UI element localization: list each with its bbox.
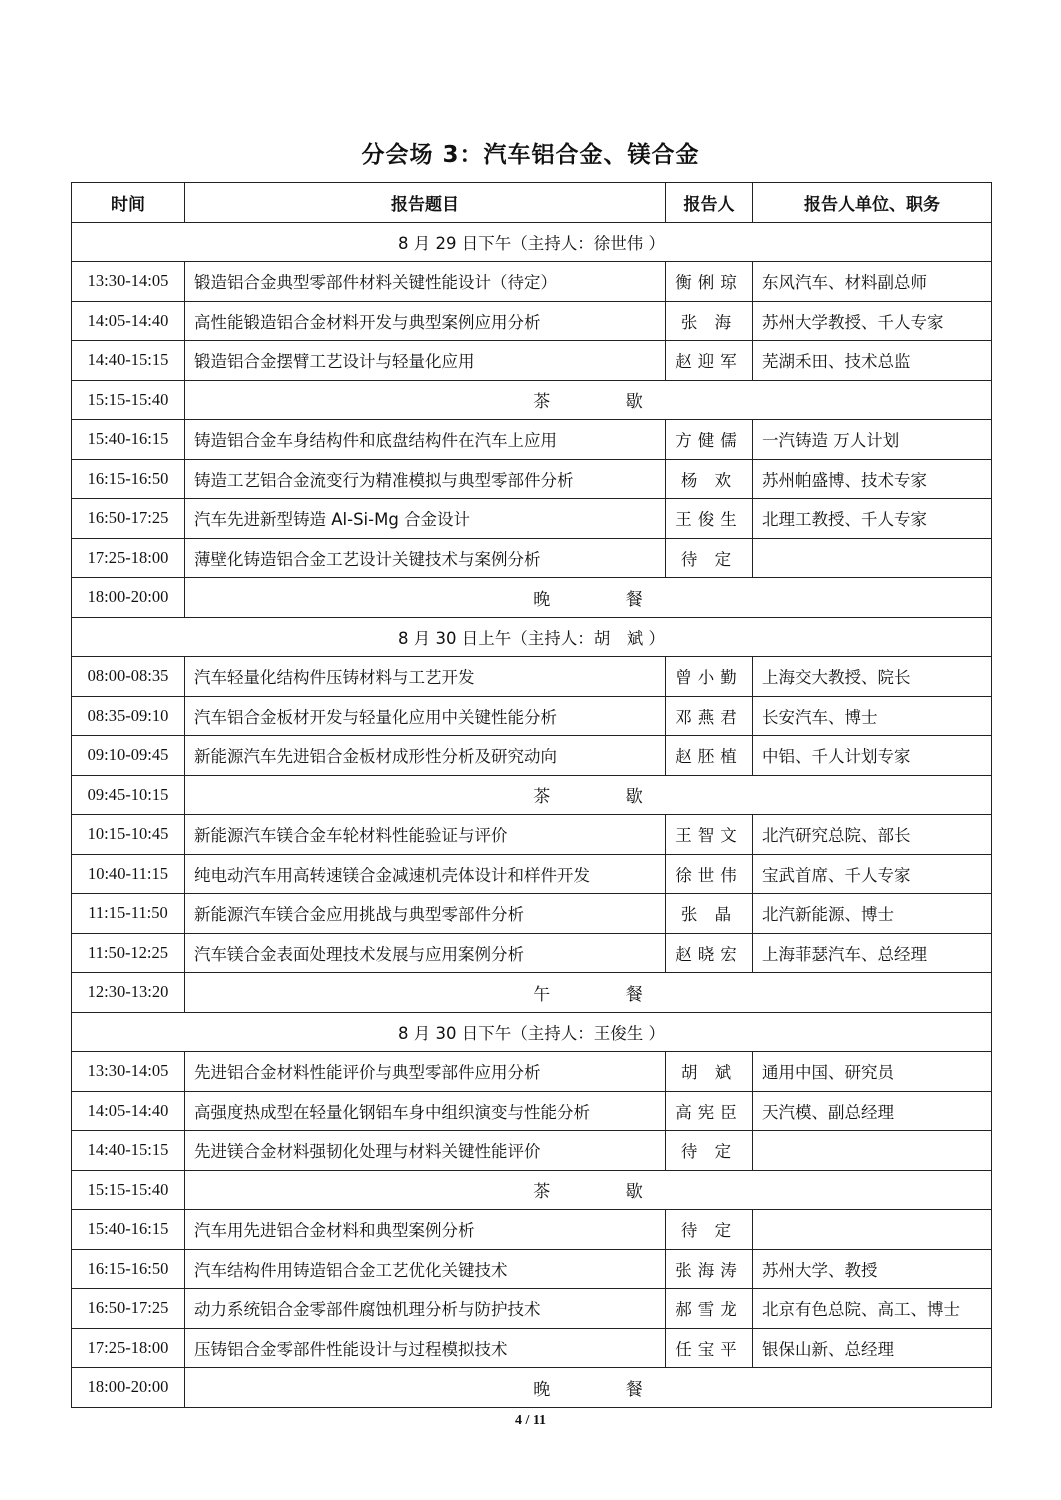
break-row xyxy=(72,1170,992,1210)
time-cell: 18:00-20:00 xyxy=(72,578,185,618)
break-label: 茶 歇 xyxy=(185,1170,992,1210)
time-cell: 18:00-20:00 xyxy=(72,1368,185,1408)
topic-cell: 锻造铝合金典型零部件材料关键性能设计（待定） xyxy=(185,262,666,302)
topic-cell: 锻造铝合金摆臂工艺设计与轻量化应用 xyxy=(185,341,666,381)
org-cell xyxy=(753,538,992,578)
speaker-cell: 王智文 xyxy=(666,815,753,855)
time-cell: 14:40-15:15 xyxy=(72,341,185,381)
talk-row xyxy=(72,1131,992,1171)
speaker-cell: 杨 欢 xyxy=(666,459,753,499)
header-time: 时间 xyxy=(72,183,185,223)
topic-cell: 汽车铝合金板材开发与轻量化应用中关键性能分析 xyxy=(185,696,666,736)
topic-cell: 压铸铝合金零部件性能设计与过程模拟技术 xyxy=(185,1328,666,1368)
talk-row xyxy=(72,459,992,499)
org-cell: 长安汽车、博士 xyxy=(753,696,992,736)
time-cell: 17:25-18:00 xyxy=(72,538,185,578)
time-cell: 15:15-15:40 xyxy=(72,380,185,420)
time-cell: 16:15-16:50 xyxy=(72,459,185,499)
topic-cell: 高强度热成型在轻量化钢铝车身中组织演变与性能分析 xyxy=(185,1091,666,1131)
break-label: 晚 餐 xyxy=(185,578,992,618)
talk-row xyxy=(72,1249,992,1289)
org-cell xyxy=(753,1210,992,1250)
speaker-cell: 张海涛 xyxy=(666,1249,753,1289)
topic-cell: 新能源汽车镁合金车轮材料性能验证与评价 xyxy=(185,815,666,855)
speaker-cell: 曾小勤 xyxy=(666,657,753,697)
time-cell: 14:05-14:40 xyxy=(72,301,185,341)
org-cell: 银保山新、总经理 xyxy=(753,1328,992,1368)
session-header-row xyxy=(72,222,992,262)
speaker-cell: 赵胚植 xyxy=(666,736,753,776)
topic-cell: 薄壁化铸造铝合金工艺设计关键技术与案例分析 xyxy=(185,538,666,578)
session-header-row xyxy=(72,617,992,657)
schedule-table xyxy=(71,182,992,1408)
topic-cell: 铸造铝合金车身结构件和底盘结构件在汽车上应用 xyxy=(185,420,666,460)
session-header: 8 月 29 日下午（主持人：徐世伟 ） xyxy=(72,222,992,262)
topic-cell: 汽车轻量化结构件压铸材料与工艺开发 xyxy=(185,657,666,697)
org-cell: 北汽新能源、博士 xyxy=(753,894,992,934)
talk-row xyxy=(72,341,992,381)
time-cell: 09:10-09:45 xyxy=(72,736,185,776)
speaker-cell: 徐世伟 xyxy=(666,854,753,894)
time-cell: 15:40-16:15 xyxy=(72,1210,185,1250)
speaker-cell: 赵迎军 xyxy=(666,341,753,381)
org-cell: 上海交大教授、院长 xyxy=(753,657,992,697)
org-cell: 芜湖禾田、技术总监 xyxy=(753,341,992,381)
org-cell: 苏州大学教授、千人专家 xyxy=(753,301,992,341)
org-cell: 一汽铸造 万人计划 xyxy=(753,420,992,460)
time-cell: 10:40-11:15 xyxy=(72,854,185,894)
time-cell: 14:05-14:40 xyxy=(72,1091,185,1131)
talk-row xyxy=(72,499,992,539)
topic-cell: 新能源汽车先进铝合金板材成形性分析及研究动向 xyxy=(185,736,666,776)
session-header: 8 月 30 日下午（主持人：王俊生 ） xyxy=(72,1012,992,1052)
time-cell: 13:30-14:05 xyxy=(72,262,185,302)
talk-row xyxy=(72,301,992,341)
talk-row xyxy=(72,1328,992,1368)
break-label: 茶 歇 xyxy=(185,380,992,420)
topic-cell: 汽车用先进铝合金材料和典型案例分析 xyxy=(185,1210,666,1250)
speaker-cell: 郝雪龙 xyxy=(666,1289,753,1329)
talk-row xyxy=(72,538,992,578)
talk-row xyxy=(72,1210,992,1250)
topic-cell: 先进铝合金材料性能评价与典型零部件应用分析 xyxy=(185,1052,666,1092)
topic-cell: 先进镁合金材料强韧化处理与材料关键性能评价 xyxy=(185,1131,666,1171)
org-cell: 宝武首席、千人专家 xyxy=(753,854,992,894)
topic-cell: 汽车先进新型铸造 Al-Si-Mg 合金设计 xyxy=(185,499,666,539)
topic-cell: 新能源汽车镁合金应用挑战与典型零部件分析 xyxy=(185,894,666,934)
speaker-cell: 衡俐琼 xyxy=(666,262,753,302)
time-cell: 16:15-16:50 xyxy=(72,1249,185,1289)
break-row xyxy=(72,1368,992,1408)
speaker-cell: 胡 斌 xyxy=(666,1052,753,1092)
speaker-cell: 待 定 xyxy=(666,1210,753,1250)
break-label: 晚 餐 xyxy=(185,1368,992,1408)
talk-row xyxy=(72,262,992,302)
break-row xyxy=(72,578,992,618)
speaker-cell: 张 海 xyxy=(666,301,753,341)
talk-row xyxy=(72,1091,992,1131)
time-cell: 13:30-14:05 xyxy=(72,1052,185,1092)
break-row xyxy=(72,380,992,420)
topic-cell: 汽车镁合金表面处理技术发展与应用案例分析 xyxy=(185,933,666,973)
time-cell: 09:45-10:15 xyxy=(72,775,185,815)
break-row xyxy=(72,973,992,1013)
org-cell: 上海菲瑟汽车、总经理 xyxy=(753,933,992,973)
org-cell xyxy=(753,1131,992,1171)
schedule-body xyxy=(72,222,992,1407)
time-cell: 14:40-15:15 xyxy=(72,1131,185,1171)
talk-row xyxy=(72,894,992,934)
speaker-cell: 王俊生 xyxy=(666,499,753,539)
time-cell: 11:50-12:25 xyxy=(72,933,185,973)
topic-cell: 汽车结构件用铸造铝合金工艺优化关键技术 xyxy=(185,1249,666,1289)
org-cell: 中铝、千人计划专家 xyxy=(753,736,992,776)
org-cell: 北汽研究总院、部长 xyxy=(753,815,992,855)
org-cell: 苏州帕盛博、技术专家 xyxy=(753,459,992,499)
time-cell: 17:25-18:00 xyxy=(72,1328,185,1368)
org-cell: 东风汽车、材料副总师 xyxy=(753,262,992,302)
topic-cell: 动力系统铝合金零部件腐蚀机理分析与防护技术 xyxy=(185,1289,666,1329)
break-label: 茶 歇 xyxy=(185,775,992,815)
time-cell: 16:50-17:25 xyxy=(72,1289,185,1329)
talk-row xyxy=(72,657,992,697)
speaker-cell: 待 定 xyxy=(666,1131,753,1171)
org-cell: 北京有色总院、高工、博士 xyxy=(753,1289,992,1329)
org-cell: 北理工教授、千人专家 xyxy=(753,499,992,539)
talk-row xyxy=(72,1052,992,1092)
talk-row xyxy=(72,736,992,776)
header-speaker: 报告人 xyxy=(666,183,753,223)
talk-row xyxy=(72,933,992,973)
topic-cell: 高性能锻造铝合金材料开发与典型案例应用分析 xyxy=(185,301,666,341)
talk-row xyxy=(72,854,992,894)
break-label: 午 餐 xyxy=(185,973,992,1013)
page-title: 分会场 3：汽车铝合金、镁合金 xyxy=(361,142,700,168)
speaker-cell: 高宪臣 xyxy=(666,1091,753,1131)
talk-row xyxy=(72,815,992,855)
org-cell: 通用中国、研究员 xyxy=(753,1052,992,1092)
session-header: 8 月 30 日上午（主持人：胡 斌 ） xyxy=(72,617,992,657)
org-cell: 天汽模、副总经理 xyxy=(753,1091,992,1131)
time-cell: 12:30-13:20 xyxy=(72,973,185,1013)
speaker-cell: 方健儒 xyxy=(666,420,753,460)
header-org: 报告人单位、职务 xyxy=(753,183,992,223)
speaker-cell: 张 晶 xyxy=(666,894,753,934)
time-cell: 10:15-10:45 xyxy=(72,815,185,855)
talk-row xyxy=(72,1289,992,1329)
speaker-cell: 待 定 xyxy=(666,538,753,578)
speaker-cell: 任宝平 xyxy=(666,1328,753,1368)
talk-row xyxy=(72,420,992,460)
time-cell: 15:15-15:40 xyxy=(72,1170,185,1210)
time-cell: 15:40-16:15 xyxy=(72,420,185,460)
session-header-row xyxy=(72,1012,992,1052)
break-row xyxy=(72,775,992,815)
header-topic: 报告题目 xyxy=(185,183,666,223)
speaker-cell: 赵晓宏 xyxy=(666,933,753,973)
topic-cell: 纯电动汽车用高转速镁合金减速机壳体设计和样件开发 xyxy=(185,854,666,894)
table-header-row xyxy=(72,183,992,223)
time-cell: 08:00-08:35 xyxy=(72,657,185,697)
page-number: 4 / 11 xyxy=(514,1413,547,1428)
org-cell: 苏州大学、教授 xyxy=(753,1249,992,1289)
talk-row xyxy=(72,696,992,736)
topic-cell: 铸造工艺铝合金流变行为精准模拟与典型零部件分析 xyxy=(185,459,666,499)
speaker-cell: 邓燕君 xyxy=(666,696,753,736)
time-cell: 16:50-17:25 xyxy=(72,499,185,539)
time-cell: 08:35-09:10 xyxy=(72,696,185,736)
time-cell: 11:15-11:50 xyxy=(72,894,185,934)
